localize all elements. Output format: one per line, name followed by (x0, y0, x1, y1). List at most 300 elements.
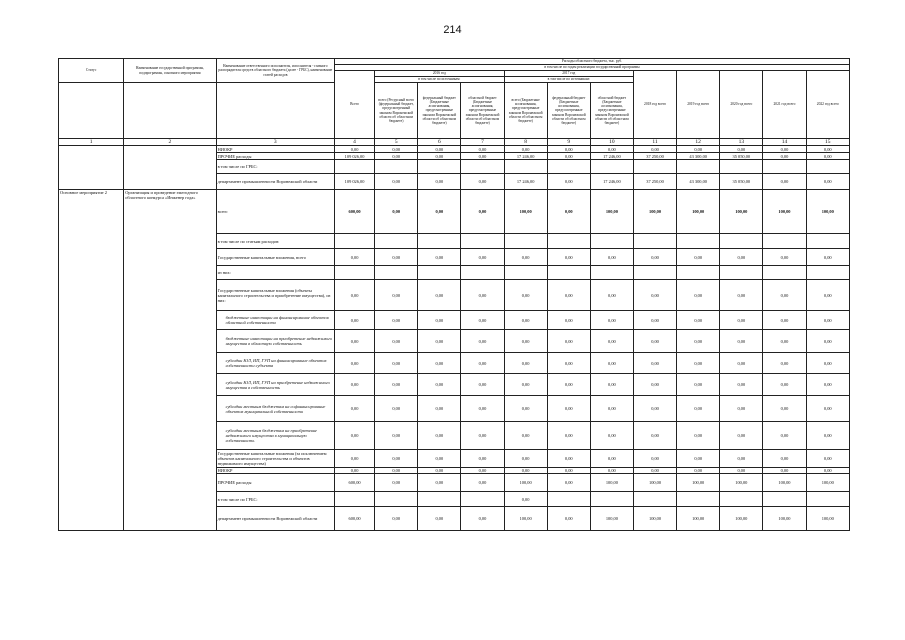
header-c6: федеральный бюджет (Бюджетные ассигнования, предусмотренные законом Воронежской области об областном бюджете) (418, 83, 461, 139)
value-cell: 0,00 (590, 249, 633, 266)
value-cell: 100,00 (590, 190, 633, 234)
header-sources-2017: в том числе по источникам: (504, 77, 633, 83)
value-cell: 0,00 (461, 280, 504, 311)
value-cell: 0,00 (461, 396, 504, 422)
value-cell: 100,00 (763, 507, 806, 531)
value-cell (763, 160, 806, 174)
value-cell (720, 234, 763, 249)
value-cell: 0,00 (547, 146, 590, 153)
value-cell: 100,00 (677, 474, 720, 492)
value-cell: 0,00 (590, 311, 633, 330)
value-cell: 0,00 (547, 474, 590, 492)
header-c9: федеральный бюджет (Бюджетные ассигнования, предусмотренные законом Воронежской области об областном бюджете) (547, 83, 590, 139)
header-year-2016: 2016 год (375, 71, 504, 77)
value-cell: 0,00 (461, 450, 504, 468)
row-label: департамент промышленности Воронежской области (216, 174, 334, 190)
value-cell: 0,00 (806, 374, 849, 396)
value-cell: 0,00 (504, 353, 547, 374)
value-cell: 0,00 (806, 146, 849, 153)
value-cell: 0,00 (461, 468, 504, 474)
value-cell: 0,00 (504, 450, 547, 468)
value-cell: 0,00 (547, 353, 590, 374)
value-cell: 0,00 (547, 396, 590, 422)
column-number: 13 (720, 139, 763, 146)
header-year-2017: 2017 год (504, 71, 633, 77)
value-cell: 0,00 (375, 353, 418, 374)
value-cell: 0,00 (504, 249, 547, 266)
header-blank-3 (216, 83, 334, 139)
value-cell: 0,00 (418, 507, 461, 531)
value-cell: 0,00 (418, 468, 461, 474)
value-cell: 37 250,00 (633, 153, 676, 160)
activity-name: Организация и проведение ежегодного областного конкурса «Инженер года» (124, 190, 216, 531)
row-label: бюджетные инвестиции на финансирование объектов областной собственности (216, 311, 334, 330)
value-cell: 0,00 (375, 190, 418, 234)
value-cell: 0,00 (461, 330, 504, 353)
value-cell: 0,00 (677, 330, 720, 353)
value-cell (633, 492, 676, 507)
value-cell (763, 492, 806, 507)
value-cell: 0,00 (375, 330, 418, 353)
value-cell: 0,00 (418, 330, 461, 353)
value-cell: 0,00 (334, 146, 374, 153)
value-cell: 0,00 (504, 374, 547, 396)
value-cell (461, 160, 504, 174)
budget-table (58, 58, 850, 531)
value-cell (547, 492, 590, 507)
row-label: субсидии ЮЛ, ИП, ГУП на финансирование объектов собственности субъекта (216, 353, 334, 374)
header-c15: 2022 год всего (806, 71, 849, 139)
value-cell (375, 266, 418, 280)
value-cell: 0,00 (677, 374, 720, 396)
value-cell: 0,00 (720, 311, 763, 330)
value-cell: 0,00 (590, 468, 633, 474)
value-cell (590, 234, 633, 249)
row-label: в том числе по ГРБС: (216, 492, 334, 507)
value-cell: 0,00 (720, 450, 763, 468)
value-cell: 100,00 (763, 474, 806, 492)
value-cell: 17 246,00 (504, 174, 547, 190)
value-cell: 0,00 (334, 374, 374, 396)
value-cell: 0,00 (720, 330, 763, 353)
column-number: 14 (763, 139, 806, 146)
value-cell: 100,00 (806, 190, 849, 234)
value-cell (504, 160, 547, 174)
value-cell: 0,00 (677, 353, 720, 374)
value-cell: 0,00 (418, 153, 461, 160)
value-cell: 0,00 (677, 146, 720, 153)
value-cell: 0,00 (418, 249, 461, 266)
value-cell: 0,00 (461, 190, 504, 234)
value-cell: 0,00 (418, 474, 461, 492)
value-cell: 0,00 (504, 492, 547, 507)
value-cell: 0,00 (590, 374, 633, 396)
value-cell: 100,00 (763, 190, 806, 234)
row-label: в том числе по ГРБС: (216, 160, 334, 174)
value-cell: 100,00 (633, 474, 676, 492)
header-status: Статус (59, 59, 124, 83)
value-cell: 0,00 (418, 311, 461, 330)
value-cell: 0,00 (763, 249, 806, 266)
value-cell: 0,00 (806, 396, 849, 422)
value-cell: 0,00 (375, 153, 418, 160)
value-cell: 0,00 (504, 146, 547, 153)
value-cell: 0,00 (677, 422, 720, 450)
value-cell: 0,00 (504, 422, 547, 450)
value-cell: 17 246,00 (590, 174, 633, 190)
value-cell: 600,00 (334, 190, 374, 234)
value-cell: 0,00 (375, 374, 418, 396)
value-cell: 17 246,00 (504, 153, 547, 160)
value-cell (334, 234, 374, 249)
value-cell: 100,00 (633, 507, 676, 531)
value-cell: 0,00 (547, 249, 590, 266)
value-cell: 0,00 (547, 330, 590, 353)
value-cell: 0,00 (633, 396, 676, 422)
value-cell (590, 492, 633, 507)
value-cell: 0,00 (763, 330, 806, 353)
value-cell: 109 026,00 (334, 174, 374, 190)
header-executor: Наименование ответственного исполнителя, исполнителя - главного распорядителя средств областного бюджета (далее - ГРБС), наименование статей расходов (216, 59, 334, 83)
row-label: Государственные капитальные вложения (объекты капитального строительства и приобретение имущества), из них: (216, 280, 334, 311)
value-cell: 0,00 (461, 507, 504, 531)
value-cell: 0,00 (461, 249, 504, 266)
value-cell (334, 160, 374, 174)
value-cell (763, 266, 806, 280)
header-expenses-title: Расходы областного бюджета, тыс. руб. (334, 59, 849, 65)
value-cell: 0,00 (763, 374, 806, 396)
column-number: 4 (334, 139, 374, 146)
value-cell (375, 160, 418, 174)
value-cell: 0,00 (720, 468, 763, 474)
value-cell (334, 266, 374, 280)
value-cell (418, 266, 461, 280)
value-cell: 0,00 (763, 396, 806, 422)
value-cell: 600,00 (334, 507, 374, 531)
row-label: НИОКР (216, 468, 334, 474)
value-cell: 17 246,00 (590, 153, 633, 160)
row-label: бюджетные инвестиции на приобретение недвижимого имущества в областную собственность (216, 330, 334, 353)
value-cell: 0,00 (504, 330, 547, 353)
header-c13: 2020 год всего (720, 71, 763, 139)
status-cell-empty (59, 146, 124, 190)
value-cell (806, 266, 849, 280)
row-label: всего (216, 190, 334, 234)
value-cell: 0,00 (633, 280, 676, 311)
row-label: из них: (216, 266, 334, 280)
value-cell: 0,00 (806, 174, 849, 190)
value-cell: 0,00 (547, 422, 590, 450)
value-cell (590, 160, 633, 174)
value-cell: 0,00 (375, 174, 418, 190)
value-cell: 0,00 (334, 396, 374, 422)
value-cell: 0,00 (720, 146, 763, 153)
value-cell: 0,00 (763, 146, 806, 153)
value-cell: 0,00 (461, 353, 504, 374)
column-number: 11 (633, 139, 676, 146)
value-cell: 0,00 (633, 422, 676, 450)
column-number: 8 (504, 139, 547, 146)
header-sources-2016: в том числе по источникам: (375, 77, 504, 83)
value-cell: 0,00 (375, 396, 418, 422)
header-blank-2 (124, 83, 216, 139)
value-cell: 0,00 (763, 468, 806, 474)
value-cell: 37 250,00 (633, 174, 676, 190)
value-cell: 0,00 (504, 280, 547, 311)
value-cell: 100,00 (633, 190, 676, 234)
value-cell: 0,00 (763, 153, 806, 160)
value-cell (677, 160, 720, 174)
value-cell (504, 266, 547, 280)
value-cell: 0,00 (547, 468, 590, 474)
value-cell: 0,00 (633, 353, 676, 374)
row-label: в том числе по статьям расходов: (216, 234, 334, 249)
row-label: НИОКР (216, 146, 334, 153)
value-cell (547, 234, 590, 249)
value-cell: 600,00 (334, 474, 374, 492)
value-cell (633, 234, 676, 249)
value-cell: 0,00 (418, 422, 461, 450)
value-cell (633, 160, 676, 174)
value-cell (334, 492, 374, 507)
page-number: 214 (443, 24, 462, 36)
value-cell (677, 492, 720, 507)
value-cell: 100,00 (720, 190, 763, 234)
header-c8: всего (Бюджетные ассигнования, предусмотренные законом Воронежской области об областном бюджете) (504, 83, 547, 139)
value-cell: 0,00 (806, 422, 849, 450)
value-cell: 0,00 (375, 474, 418, 492)
value-cell: 0,00 (763, 353, 806, 374)
value-cell (806, 160, 849, 174)
value-cell (677, 266, 720, 280)
value-cell (763, 234, 806, 249)
header-c5: всего (Ресурсный всего (федеральный бюджет, предусмотренный законом Воронежской области об областном бюджете) (375, 83, 418, 139)
value-cell: 0,00 (418, 146, 461, 153)
value-cell: 0,00 (547, 507, 590, 531)
value-cell: 0,00 (334, 468, 374, 474)
value-cell (720, 160, 763, 174)
value-cell: 0,00 (547, 311, 590, 330)
header-expenses-subtitle: в том числе по годам реализации государственной программы (334, 65, 849, 71)
value-cell: 0,00 (806, 330, 849, 353)
column-number: 10 (590, 139, 633, 146)
value-cell: 0,00 (633, 330, 676, 353)
value-cell: 100,00 (677, 507, 720, 531)
value-cell: 100,00 (504, 507, 547, 531)
value-cell: 0,00 (720, 353, 763, 374)
value-cell: 0,00 (590, 146, 633, 153)
column-number: 15 (806, 139, 849, 146)
value-cell: 0,00 (590, 353, 633, 374)
value-cell: 100,00 (590, 474, 633, 492)
value-cell (547, 160, 590, 174)
value-cell: 0,00 (504, 396, 547, 422)
value-cell: 100,00 (806, 507, 849, 531)
value-cell: 0,00 (334, 422, 374, 450)
header-c14: 2021 год всего (763, 71, 806, 139)
value-cell: 0,00 (763, 174, 806, 190)
value-cell: 0,00 (418, 174, 461, 190)
value-cell: 0,00 (763, 311, 806, 330)
value-cell: 0,00 (547, 450, 590, 468)
value-cell: 35 050,00 (720, 174, 763, 190)
column-number: 3 (216, 139, 334, 146)
value-cell: 0,00 (590, 330, 633, 353)
value-cell: 0,00 (547, 153, 590, 160)
value-cell: 100,00 (720, 507, 763, 531)
value-cell (633, 266, 676, 280)
value-cell: 0,00 (461, 474, 504, 492)
value-cell: 0,00 (461, 311, 504, 330)
value-cell: 0,00 (633, 468, 676, 474)
value-cell: 0,00 (806, 311, 849, 330)
value-cell: 0,00 (633, 249, 676, 266)
value-cell: 0,00 (375, 311, 418, 330)
header-program-name: Наименование государственной программы, подпрограммы, основного мероприятия (124, 59, 216, 83)
header-blank-1 (59, 83, 124, 139)
value-cell: 0,00 (720, 422, 763, 450)
row-label: субсидии местным бюджетам на софинансирование объектов муниципальной собственности (216, 396, 334, 422)
value-cell: 0,00 (418, 396, 461, 422)
value-cell (806, 234, 849, 249)
value-cell: 0,00 (677, 280, 720, 311)
header-c7: областной бюджет (Бюджетные ассигнования, предусмотренные законом Воронежской области об областном бюджете) (461, 83, 504, 139)
value-cell: 0,00 (547, 190, 590, 234)
value-cell: 0,00 (418, 280, 461, 311)
value-cell: 0,00 (375, 146, 418, 153)
value-cell: 100,00 (590, 507, 633, 531)
column-number: 1 (59, 139, 124, 146)
value-cell (418, 160, 461, 174)
header-total: Всего (334, 71, 374, 139)
value-cell: 0,00 (633, 374, 676, 396)
header-c10: областной бюджет (Бюджетные ассигнования, предусмотренные законом Воронежской области об областном бюджете) (590, 83, 633, 139)
value-cell: 0,00 (806, 249, 849, 266)
value-cell (418, 492, 461, 507)
value-cell: 0,00 (375, 450, 418, 468)
value-cell (375, 234, 418, 249)
column-number: 12 (677, 139, 720, 146)
value-cell: 0,00 (590, 422, 633, 450)
value-cell: 0,00 (461, 146, 504, 153)
value-cell: 0,00 (763, 450, 806, 468)
value-cell: 0,00 (461, 422, 504, 450)
value-cell: 0,00 (720, 396, 763, 422)
table-row (59, 190, 850, 234)
value-cell: 109 026,00 (334, 153, 374, 160)
value-cell: 0,00 (504, 311, 547, 330)
value-cell: 0,00 (334, 353, 374, 374)
value-cell: 0,00 (677, 249, 720, 266)
value-cell: 0,00 (375, 280, 418, 311)
value-cell: 0,00 (461, 374, 504, 396)
value-cell: 0,00 (418, 353, 461, 374)
value-cell: 0,00 (763, 422, 806, 450)
row-label: Государственные капитальные вложения, всего (216, 249, 334, 266)
value-cell: 0,00 (504, 468, 547, 474)
value-cell: 0,00 (677, 468, 720, 474)
value-cell (677, 234, 720, 249)
value-cell: 0,00 (418, 374, 461, 396)
value-cell: 0,00 (806, 353, 849, 374)
row-label: субсидии ЮЛ, ИП, ГУП на приобретение недвижимого имущества в собственность (216, 374, 334, 396)
row-label: субсидии местным бюджетам на приобретение недвижимого имущества в муниципальную собственность (216, 422, 334, 450)
value-cell (547, 266, 590, 280)
value-cell: 0,00 (633, 450, 676, 468)
value-cell: 100,00 (677, 190, 720, 234)
value-cell: 0,00 (375, 422, 418, 450)
value-cell: 0,00 (461, 174, 504, 190)
value-cell: 0,00 (806, 468, 849, 474)
value-cell: 43 300,00 (677, 174, 720, 190)
value-cell (461, 234, 504, 249)
value-cell: 0,00 (677, 311, 720, 330)
value-cell: 0,00 (633, 311, 676, 330)
value-cell: 0,00 (547, 374, 590, 396)
value-cell (418, 234, 461, 249)
table-row (59, 146, 850, 153)
activity-status: Основное мероприятие 2 (59, 190, 124, 531)
value-cell (720, 492, 763, 507)
value-cell: 0,00 (806, 153, 849, 160)
value-cell (590, 266, 633, 280)
value-cell: 0,00 (590, 280, 633, 311)
value-cell: 100,00 (806, 474, 849, 492)
value-cell: 0,00 (375, 249, 418, 266)
value-cell: 0,00 (418, 190, 461, 234)
value-cell: 0,00 (806, 450, 849, 468)
row-label: ПРОЧИЕ расходы (216, 474, 334, 492)
value-cell (504, 234, 547, 249)
row-label: департамент промышленности Воронежской области (216, 507, 334, 531)
value-cell: 0,00 (633, 146, 676, 153)
value-cell: 0,00 (547, 280, 590, 311)
value-cell: 0,00 (461, 153, 504, 160)
value-cell: 0,00 (720, 280, 763, 311)
value-cell: 0,00 (375, 507, 418, 531)
header-c12: 2019 год всего (677, 71, 720, 139)
row-label: Государственные капитальные вложения (за исключением объектов капитального строительства и объектов недвижимого имущества) (216, 450, 334, 468)
value-cell: 0,00 (806, 280, 849, 311)
value-cell: 0,00 (547, 174, 590, 190)
value-cell (461, 266, 504, 280)
value-cell: 0,00 (375, 468, 418, 474)
value-cell: 0,00 (334, 311, 374, 330)
column-number: 2 (124, 139, 216, 146)
value-cell: 43 300,00 (677, 153, 720, 160)
row-label: ПРОЧИЕ расходы (216, 153, 334, 160)
value-cell: 100,00 (720, 474, 763, 492)
value-cell (375, 492, 418, 507)
value-cell: 0,00 (590, 396, 633, 422)
program-cell-empty (124, 146, 216, 190)
value-cell: 0,00 (334, 249, 374, 266)
value-cell: 0,00 (418, 450, 461, 468)
value-cell: 0,00 (720, 374, 763, 396)
value-cell (720, 266, 763, 280)
value-cell: 100,00 (504, 474, 547, 492)
column-number: 9 (547, 139, 590, 146)
value-cell: 0,00 (334, 280, 374, 311)
value-cell: 0,00 (677, 396, 720, 422)
value-cell: 0,00 (763, 280, 806, 311)
value-cell: 100,00 (504, 190, 547, 234)
value-cell: 0,00 (334, 330, 374, 353)
value-cell: 35 050,00 (720, 153, 763, 160)
value-cell (461, 492, 504, 507)
column-number: 6 (418, 139, 461, 146)
value-cell: 0,00 (334, 450, 374, 468)
